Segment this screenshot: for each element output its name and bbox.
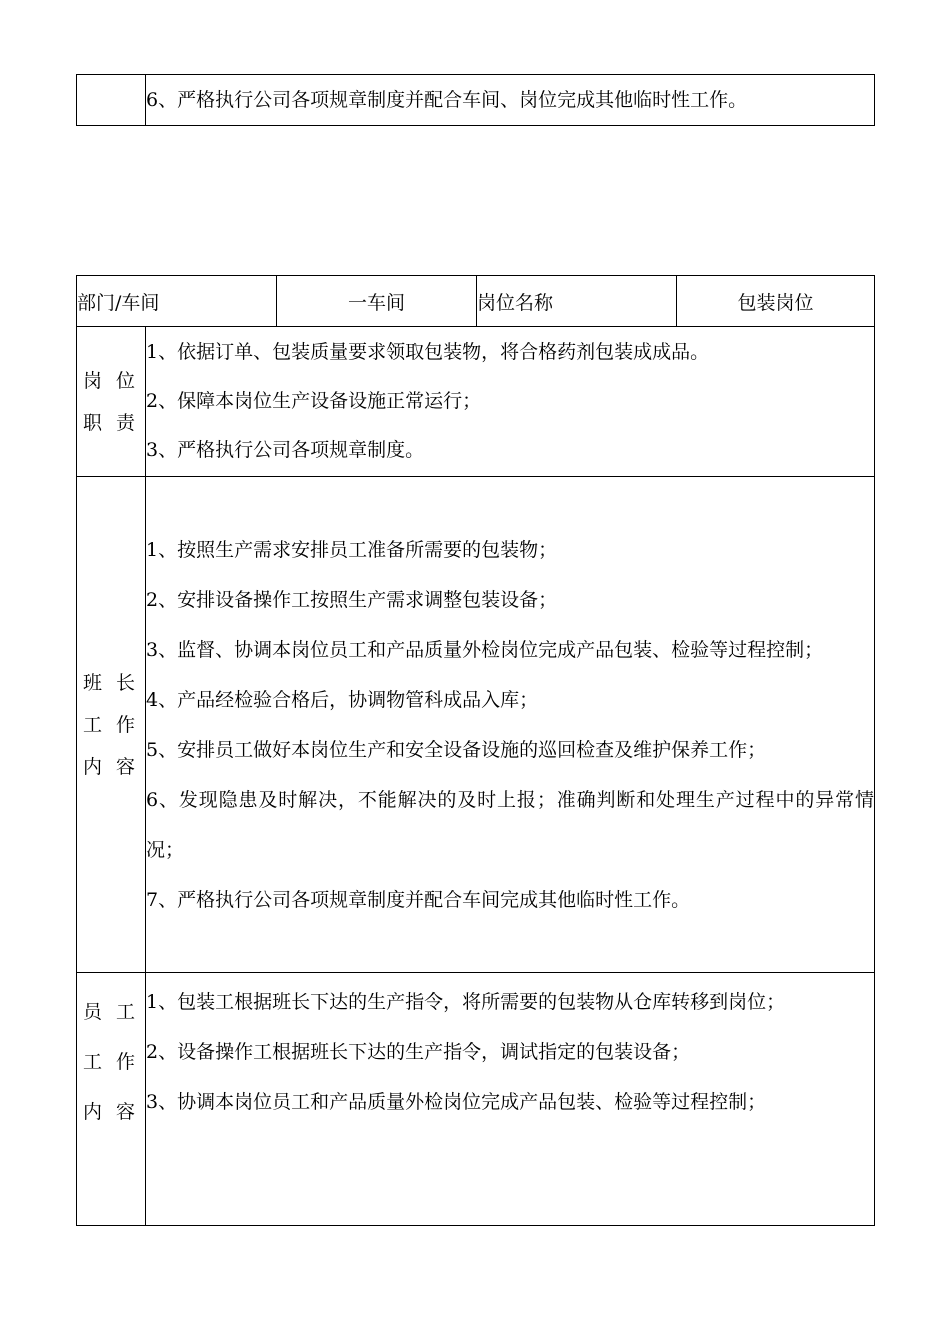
duties-label-line: 岗 位 [82,369,140,392]
job-description-table [76,275,875,1226]
staff-label-line: 内 容 [82,1101,140,1123]
staff-content [146,973,875,1226]
dept-label: 部门/车间 [77,276,277,327]
duties-label [77,327,146,477]
staff-item: 1、包装工根据班长下达的生产指令，将所需要的包装物从仓库转移到岗位； [146,991,786,1013]
continued-duties-table [76,74,875,126]
leader-item: 1、按照生产需求安排员工准备所需要的包装物； [146,538,558,561]
duties-content [146,327,875,477]
leader-label-line: 工 作 [82,713,140,736]
duty-item: 1、依据订单、包装质量要求领取包装物，将合格药剂包装成成品。 [146,341,710,363]
duties-row [77,327,875,477]
leader-item: 4、产品经检验合格后，协调物管科成品入库； [146,688,539,711]
staff-item: 2、设备操作工根据班长下达的生产指令，调试指定的包装设备； [146,1041,691,1063]
continued-duty-item: 6、严格执行公司各项规章制度并配合车间、岗位完成其他临时性工作。 [146,75,875,126]
header-row [77,276,875,327]
staff-label-line: 工 作 [82,1051,140,1073]
leader-item: 3、监督、协调本岗位员工和产品质量外检岗位完成产品包装、检验等过程控制； [146,638,824,661]
leader-label-line: 班 长 [82,671,140,694]
post-label: 岗位名称 [477,276,677,327]
post-value: 包装岗位 [677,276,875,327]
duty-item: 3、严格执行公司各项规章制度。 [146,439,425,461]
leader-label [77,477,146,973]
leader-item: 5、安排员工做好本岗位生产和安全设备设施的巡回检查及维护保养工作； [146,738,767,761]
leader-item: 7、严格执行公司各项规章制度并配合车间完成其他临时性工作。 [146,888,691,911]
duty-item: 2、保障本岗位生产设备设施正常运行； [146,390,482,412]
staff-item: 3、协调本岗位员工和产品质量外检岗位完成产品包装、检验等过程控制； [146,1091,767,1113]
dept-value: 一车间 [277,276,477,327]
staff-label [77,973,146,1226]
leader-content [146,477,875,973]
leader-item: 6、发现隐患及时解决，不能解决的及时上报；准确判断和处理生产过程中的异常情况； [146,788,874,861]
leader-row [77,477,875,973]
staff-label-line: 员 工 [82,1001,140,1023]
duties-label-line: 职 责 [82,411,140,434]
leader-label-line: 内 容 [82,755,140,778]
empty-label-cell [77,75,146,126]
staff-row [77,973,875,1226]
leader-item: 2、安排设备操作工按照生产需求调整包装设备； [146,588,558,611]
